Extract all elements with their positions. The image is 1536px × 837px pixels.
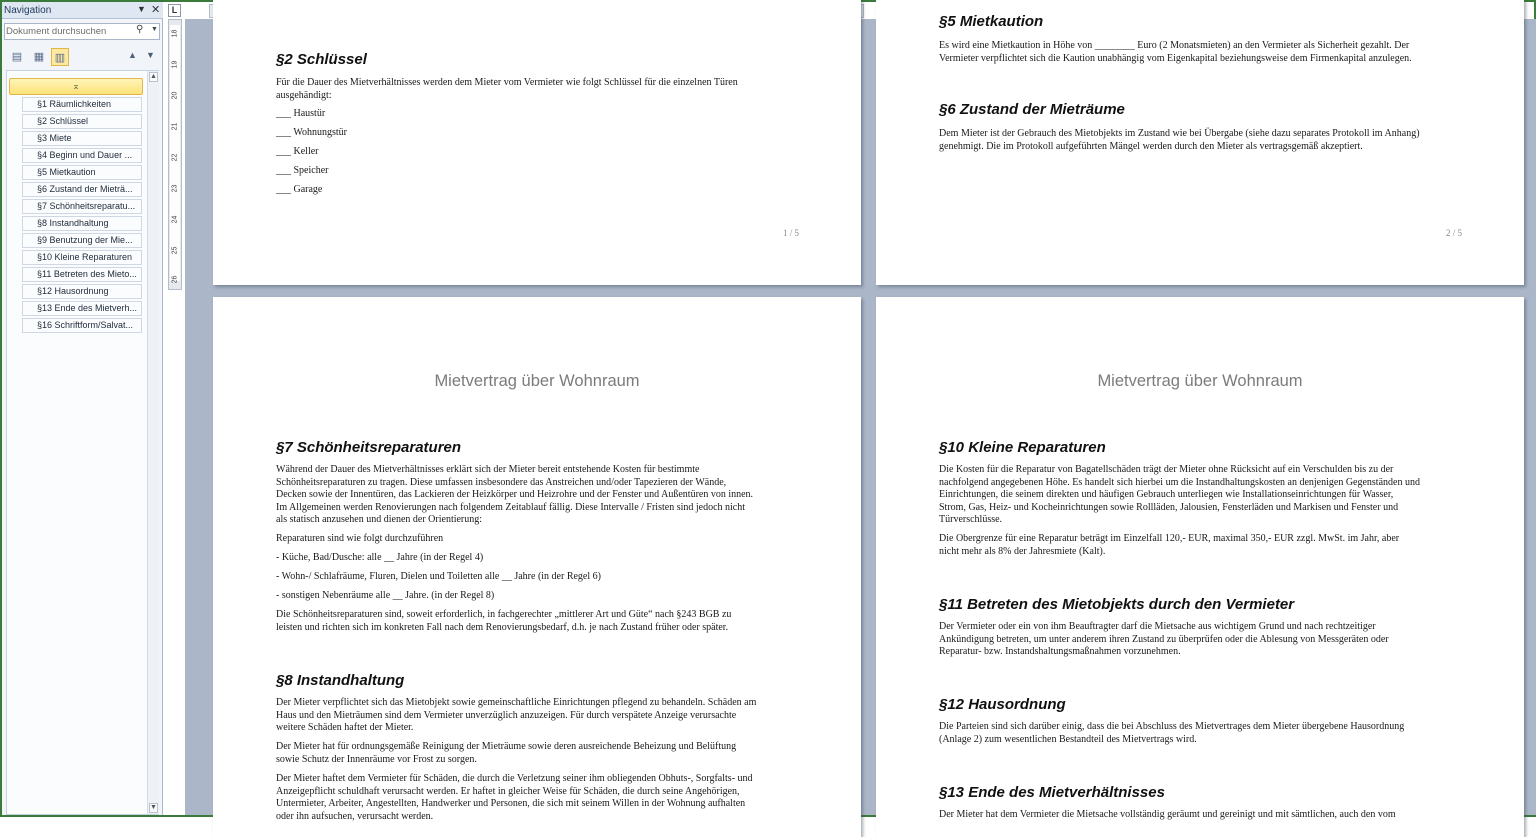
text-line: Während der Dauer des Mietverhältnisses erklärt sich der Mieter bereit entstehende Kosten für bestimmte xyxy=(276,464,700,475)
page-1 xyxy=(213,0,861,285)
section-heading: §13 Ende des Mietverhältnisses xyxy=(939,784,1165,801)
key-list-item: ___ Keller xyxy=(276,146,319,157)
v-tick: 20 xyxy=(171,91,179,100)
v-tick: 25 xyxy=(171,246,179,255)
text-line: Einrichtungen, die seinem direkten und häufigen Gebrauch unterliegen wie Installationseinrichtungen für Wasser, xyxy=(939,489,1394,500)
v-tick: 18 xyxy=(171,29,179,38)
text-line: Anzeigepflicht schuldhaft verursacht werden. Er haftet in gleicher Weise für Schäden, die durch seine Angehörigen, xyxy=(276,785,740,797)
section-text xyxy=(276,741,736,766)
text-line: ausgehändigt: xyxy=(276,89,332,101)
text-line: Der Mieter verpflichtet sich das Mietobjekt sowie gemeinschaftliche Einrichtungen pflegend zu behandeln. Schäden am xyxy=(276,697,757,708)
text-line: leisten und richten sich im konkreten Fall nach dem Renovierungsbedarf, d.h. je nach Zustand früher oder später. xyxy=(276,621,729,633)
section-heading: §11 Betreten des Mietobjekts durch den Vermieter xyxy=(939,596,1295,613)
section-heading: §2 Schlüssel xyxy=(276,51,367,68)
nav-heading-10[interactable]: §10 Kleine Reparaturen xyxy=(22,250,142,265)
tree-scrollbar[interactable] xyxy=(147,71,159,814)
section-text xyxy=(939,128,1420,153)
text-line: Im Allgemeinen werden Renovierungen nach folgendem Zeitablauf fällig. Diese Intervalle / Fristen sind jedoch nicht xyxy=(276,501,746,513)
text-line: Haus und den Mieträumen sind dem Vermieter unverzüglich anzuzeigen. Für durch verspätete Anzeige verursachte xyxy=(276,709,737,721)
text-line: Schönheitsreparaturen zu tragen. Diese umfassen insbesondere das Anstreichen und/oder Tapezieren der Wände, xyxy=(276,476,727,488)
section-heading: §6 Zustand der Mieträume xyxy=(939,101,1125,118)
section-text xyxy=(276,609,731,634)
text-line: nachfolgend angegebenen Höhe. Es handelt sich hierbei um die Instandhaltungskosten an denjenigen Gegenständen und xyxy=(939,476,1420,488)
text-line: Der Mieter haftet dem Vermieter für Schäden, die durch die Verletzung seiner ihm obliegenden Obhuts-, Sorgfalts- und xyxy=(276,773,753,784)
nav-heading-8[interactable]: §8 Instandhaltung xyxy=(22,216,142,231)
text-line: nicht mehr als 8% der Jahresmiete (Kalt). xyxy=(939,545,1106,557)
text-line: Strom, Gas, Heiz- und Kocheinrichtungen sowie Rollläden, Jalousien, Fensterläden und Markisen und Fenster und xyxy=(939,501,1399,513)
nav-heading-4[interactable]: §4 Beginn und Dauer ... xyxy=(22,148,142,163)
page-4 xyxy=(876,297,1524,837)
search-input[interactable] xyxy=(6,25,132,38)
section-text: Reparaturen sind wie folgt durchzuführen xyxy=(276,533,444,544)
previous-heading-icon[interactable]: ▲ xyxy=(128,50,137,60)
nav-heading-3[interactable]: §3 Miete xyxy=(22,131,142,146)
v-tick: 23 xyxy=(171,184,179,193)
nav-heading-2[interactable]: §2 Schlüssel xyxy=(22,114,142,129)
text-line: (Anlage 2) zum wesentlichen Bestandteil des Mietvertrags wird. xyxy=(939,733,1197,745)
key-list-item: ___ Haustür xyxy=(276,108,326,119)
page-2 xyxy=(876,0,1524,285)
search-results-view-icon[interactable]: ▥ xyxy=(51,48,69,66)
navigation-title: Navigation xyxy=(4,5,52,16)
section-heading: §5 Mietkaution xyxy=(939,13,1044,30)
section-text xyxy=(276,697,756,735)
section-text: - Wohn-/ Schlafräume, Fluren, Dielen und Toiletten alle __ Jahre (in der Regel 6) xyxy=(276,571,601,582)
nav-heading-12[interactable]: §12 Hausordnung xyxy=(22,284,142,299)
text-line: Ankündigung betreten, um unter anderem ihren Zustand zu überprüfen oder die Ablesung von Messgeräten oder xyxy=(939,633,1389,645)
section-text xyxy=(276,773,753,823)
text-line: Die Parteien sind sich darüber einig, dass die bei Abschluss des Mietvertrages dem Mieter übergebene Hausordnung xyxy=(939,721,1405,732)
nav-heading-9[interactable]: §9 Benutzung der Mie... xyxy=(22,233,142,248)
text-line: Die Kosten für die Reparatur von Bagatellschäden trägt der Mieter ohne Rücksicht auf ein Verschulden bis zu der xyxy=(939,464,1394,475)
text-line: Reparatur- bzw. Instandshaltungsmaßnahmen vorzunehmen. xyxy=(939,646,1181,657)
search-icon[interactable]: ⚲ xyxy=(136,24,144,35)
text-line: sowie Schutz der Innenräume vor Frost zu sorgen. xyxy=(276,753,477,765)
section-text xyxy=(939,809,1396,822)
heading-tree xyxy=(6,70,159,815)
section-text xyxy=(939,621,1389,659)
section-text xyxy=(939,721,1404,746)
navigation-header xyxy=(2,2,163,19)
text-line: Der Mieter hat dem Vermieter die Mietsache vollständig geräumt und gereinigt und mit sämtlichen, auch den vom xyxy=(939,809,1396,820)
collapse-all-button[interactable]: ⌅ xyxy=(9,78,143,95)
text-line: Die Obergrenze für eine Reparatur beträgt im Einzelfall 120,- EUR, maximal 350,- EUR zzgl. MwSt. im Jahr, aber xyxy=(939,533,1400,544)
text-line: Der Vermieter oder ein von ihm Beauftragter darf die Mietsache aus wichtigem Grund und nach rechtzeitiger xyxy=(939,621,1376,632)
search-box xyxy=(4,23,160,40)
nav-heading-7[interactable]: §7 Schönheitsreparatu... xyxy=(22,199,142,214)
vertical-ruler xyxy=(168,19,182,290)
nav-heading-16[interactable]: §16 Schriftform/Salvat... xyxy=(22,318,142,333)
nav-heading-5[interactable]: §5 Mietkaution xyxy=(22,165,142,180)
v-tick: 24 xyxy=(171,215,179,224)
section-heading: §8 Instandhaltung xyxy=(276,672,405,689)
text-line: Türverschlüsse. xyxy=(939,514,1003,525)
text-line: weitere Schäden haftet der Mieter. xyxy=(276,722,414,733)
text-line: Für die Dauer des Mietverhältnisses werden dem Mieter vom Vermieter wie folgt Schlüssel für die einzelnen Türen xyxy=(276,77,738,88)
chevron-down-icon[interactable]: ▼ xyxy=(137,4,146,14)
page-3 xyxy=(213,297,861,837)
scroll-up-icon[interactable]: ▲ xyxy=(150,73,157,80)
section-text xyxy=(939,40,1412,65)
text-line: Es wird eine Mietkaution in Höhe von ________ Euro (2 Monatsmieten) an den Vermieter als Sicherheit gezahlt. Der xyxy=(939,40,1410,51)
text-line: Vermieter verpflichtet sich die Kaution unabhängig vom Eigenkapital beziehungsweise dem Firmenkapital anzulegen. xyxy=(939,52,1412,64)
v-tick: 21 xyxy=(171,122,179,131)
section-text: - sonstigen Nebenräume alle __ Jahre. (in der Regel 8) xyxy=(276,590,495,601)
next-heading-icon[interactable]: ▼ xyxy=(146,50,155,60)
close-icon[interactable]: ✕ xyxy=(151,4,161,16)
navigation-pane xyxy=(2,2,163,815)
document-area[interactable] xyxy=(185,13,1536,822)
section-text: - Küche, Bad/Dusche: alle __ Jahre (in der Regel 4) xyxy=(276,552,484,563)
nav-heading-6[interactable]: §6 Zustand der Mieträ... xyxy=(22,182,142,197)
key-list-item: ___ Wohnungstür xyxy=(276,127,347,138)
navigation-view-tabs xyxy=(8,48,158,68)
section-heading: §12 Hausordnung xyxy=(939,696,1066,713)
page-thumbnails-view-icon[interactable]: ▦ xyxy=(33,51,45,63)
section-heading: §7 Schönheitsreparaturen xyxy=(276,439,462,456)
text-line: Decken sowie der Innentüren, das Lackieren der Heizkörper und Heizrohre und der Fenster und Außentüren von innen. xyxy=(276,489,754,500)
text-line: Untermieter, Arbeiter, Angestellten, Handwerker und Personen, die sich mit seinem Willen in der Wohnung aufhalten xyxy=(276,798,746,809)
document-title: Mietvertrag über Wohnraum xyxy=(1097,372,1303,390)
headings-view-icon[interactable]: ▤ xyxy=(11,51,23,63)
section-text xyxy=(276,77,738,102)
search-options-dropdown-icon[interactable]: ▼ xyxy=(151,26,158,33)
text-line: als statisch anzusehen und dienen der Orientierung: xyxy=(276,514,483,525)
nav-heading-13[interactable]: §13 Ende des Mietverh... xyxy=(22,301,142,316)
nav-heading-1[interactable]: §1 Räumlichkeiten xyxy=(22,97,142,112)
text-line: Dem Mieter ist der Gebrauch des Mietobjekts im Zustand wie bei Übergabe (siehe dazu separates Protokoll im Anhang) xyxy=(939,128,1420,139)
text-line: oder ihn aufsuchen, verursacht werden. xyxy=(276,810,434,822)
v-tick: 22 xyxy=(171,153,179,162)
section-text xyxy=(939,464,1420,527)
scroll-down-icon[interactable]: ▼ xyxy=(150,804,157,811)
v-tick: 26 xyxy=(171,275,179,284)
text-line: genehmigt. Die im Protokoll aufgeführten Mängel werden durch den Mieter als vertragsgemäß akzeptiert. xyxy=(939,140,1363,152)
key-list-item: ___ Speicher xyxy=(276,165,329,176)
section-text xyxy=(939,533,1399,558)
section-heading: §10 Kleine Reparaturen xyxy=(939,439,1106,456)
tab-selector[interactable]: L xyxy=(168,4,181,17)
text-line: Der Mieter hat für ordnungsgemäße Reinigung der Mieträume sowie deren ausreichende Beheizung und Belüftung xyxy=(276,741,737,752)
nav-heading-11[interactable]: §11 Betreten des Mieto... xyxy=(22,267,142,282)
page-number: 1 / 5 xyxy=(783,228,800,238)
key-list-item: ___ Garage xyxy=(276,184,323,195)
text-line: Die Schönheitsreparaturen sind, soweit erforderlich, in fachgerechter „mittlerer Art und Güte“ nach §243 BGB zu xyxy=(276,609,732,620)
section-text xyxy=(276,464,753,527)
page-number: 2 / 5 xyxy=(1446,228,1463,238)
document-title: Mietvertrag über Wohnraum xyxy=(434,372,640,390)
v-tick: 19 xyxy=(171,60,179,69)
